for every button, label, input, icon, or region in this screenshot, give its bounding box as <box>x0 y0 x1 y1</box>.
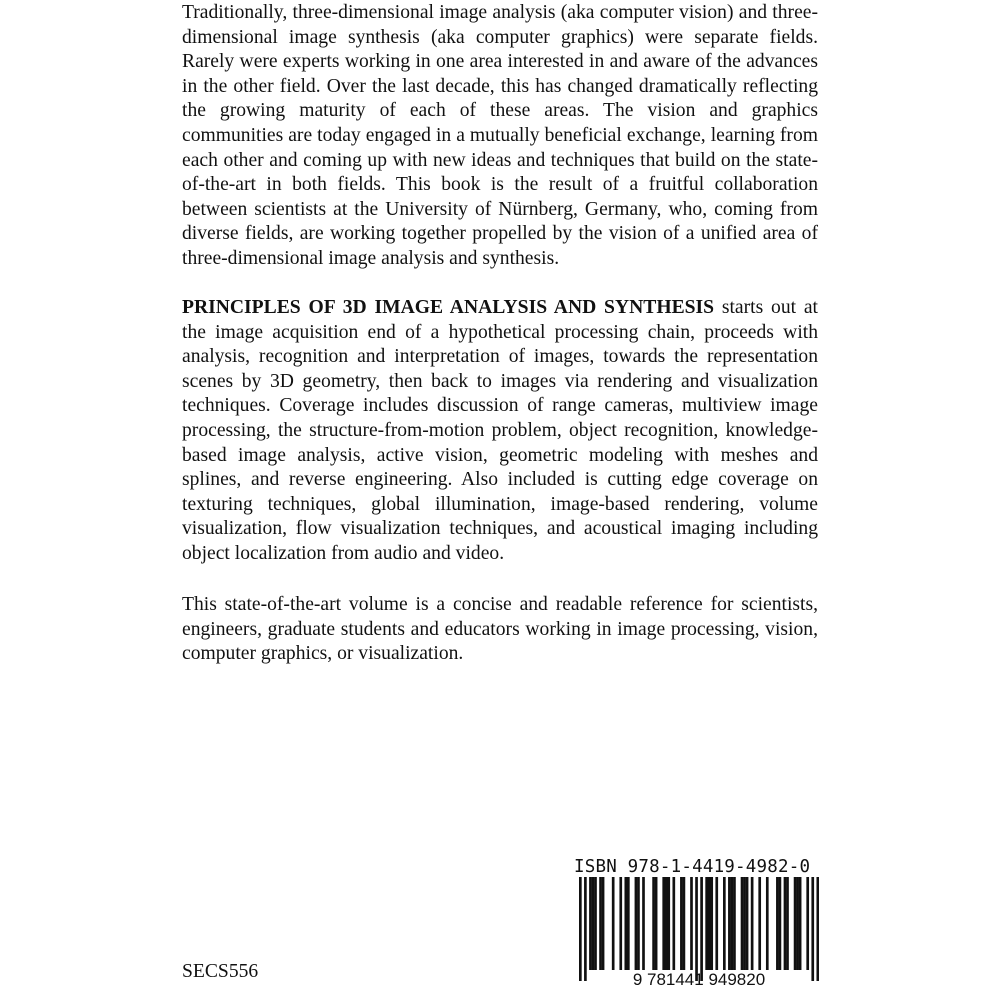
barcode-bar <box>743 877 746 970</box>
barcode-bar <box>662 877 665 970</box>
barcode-bar <box>758 877 761 970</box>
barcode-bar <box>635 877 638 970</box>
barcode-bar <box>624 877 627 970</box>
barcode-bar <box>655 877 658 970</box>
barcode-bar <box>700 877 703 981</box>
description-paragraph-2 <box>182 296 818 567</box>
barcode-bar <box>794 877 797 970</box>
barcode-bar <box>667 877 670 970</box>
barcode-bar <box>811 877 814 981</box>
description-paragraph-3: This state-of-the-art volume is a concise and readable reference for scientists, engineers, graduate students and educators working in image processing, vision, computer graphics, or visualization. <box>182 594 818 665</box>
barcode-graphic <box>579 877 819 989</box>
barcode-bar <box>733 877 736 970</box>
barcode-bar <box>652 877 655 970</box>
barcode-bar <box>602 877 605 970</box>
barcode-bar <box>816 877 819 981</box>
barcode-bar <box>627 877 630 970</box>
catalog-code: SECS556 <box>182 961 259 982</box>
barcode-bar <box>579 877 582 981</box>
barcode-bar <box>612 877 615 970</box>
barcode-bar <box>599 877 602 970</box>
barcode-bar <box>741 877 744 970</box>
barcode-bar <box>695 877 698 981</box>
barcode-bar <box>637 877 640 970</box>
barcode-bar <box>592 877 595 970</box>
barcode-bar <box>594 877 597 970</box>
barcode-bar <box>799 877 802 970</box>
barcode-bar <box>779 877 782 970</box>
barcode-digits: 9 781441 949820 <box>632 970 766 989</box>
barcode-bar <box>710 877 713 970</box>
barcode-bar <box>728 877 731 970</box>
isbn-label: ISBN 978-1-4419-4982-0 <box>574 857 811 877</box>
barcode-bar <box>806 877 809 970</box>
barcode-bar <box>731 877 734 970</box>
barcode-bar <box>680 877 683 970</box>
description-paragraph-1: Traditionally, three-dimensional image analysis (aka computer vision) and three-dimensional image synthesis (aka computer graphics) were separate fields. Rarely were experts working in one area interested in and aware of the advances in the other field. Over the last decade, this has changed dramatically reflecting the growing maturity of each of these areas. The vision and graphics communities are today engaged in a mutually beneficial exchange, learning from each other and coming up with new ideas and techniques that build on the state-of-the-art in both fields. This book is the result of a fruitful collaboration between scientists at the University of Nürnberg, Germany, who, coming from diverse fields, are working together propelled by the vision of a unified area of three-dimensional image analysis and synthesis. <box>182 2 818 269</box>
barcode-bar <box>776 877 779 970</box>
description-paragraph-2-body: starts out at the image acquisition end of a hypothetical processing chain, proceeds with analysis, recognition and interpretation of images, towards the representation scenes by 3D geometry, then back to images via rendering and visualization techniques. Coverage includes discussion of range cameras, multiview image processing, the structure-from-motion problem, object recognition, knowledge-based image analysis, active vision, geometric modeling with meshes and splines, and reverse engineering. Also included is cutting edge coverage on texturing techniques, global illumination, image-based rendering, volume visualization, flow visualization techniques, and acoustical imaging including object localization from audio and video. <box>182 297 819 564</box>
barcode-bar <box>708 877 711 970</box>
barcode-bar <box>751 877 754 970</box>
barcode-bar <box>665 877 668 970</box>
barcode-bar <box>705 877 708 970</box>
barcode-bar <box>784 877 787 970</box>
barcode-bar <box>690 877 693 970</box>
barcode-bar <box>715 877 718 970</box>
barcode-bar <box>672 877 675 970</box>
barcode-bar <box>683 877 686 970</box>
barcode-bar <box>642 877 645 970</box>
barcode-bar <box>589 877 592 970</box>
barcode-bar <box>796 877 799 970</box>
barcode-bar <box>584 877 587 981</box>
barcode-bar <box>723 877 726 970</box>
barcode-bar <box>766 877 769 970</box>
barcode <box>579 877 819 989</box>
book-title: PRINCIPLES OF 3D IMAGE ANALYSIS AND SYNTHESIS <box>182 297 715 318</box>
barcode-bar <box>746 877 749 970</box>
barcode-bar <box>786 877 789 970</box>
barcode-bar <box>619 877 622 970</box>
